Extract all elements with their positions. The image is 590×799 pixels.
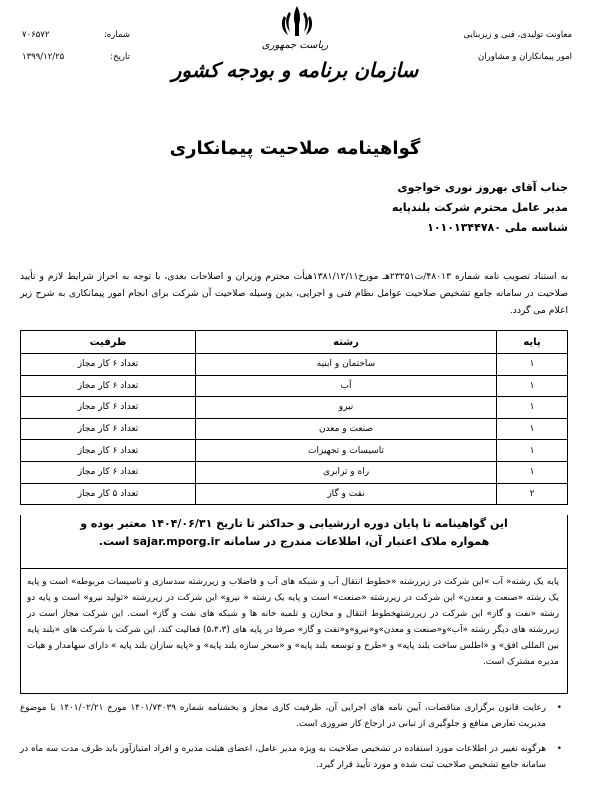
date-label: تاریخ: [110, 52, 130, 62]
grade-cell: ۱ [497, 375, 568, 397]
bullet-icon: • [556, 703, 562, 713]
number-label: شماره: [103, 30, 130, 40]
condition-text: هرگونه تغییر در اطلاعات مورد استفاده در تشخیص صلاحیت به ویژه مدیر عامل، اعضای هیئت مدیره و افراد امتیازآور باید ظرف مدت سه ماه در سامانه جامع تشخیص صلاحیت ثبت شده و مورد تأیید قرار گیرد. [20, 744, 546, 770]
addressee-block [392, 178, 568, 238]
capacity-cell: تعداد ۵ کار مجاز [21, 483, 196, 505]
field-cell: نفت و گاز [196, 483, 497, 505]
department-line-1: معاونت تولیدی، فنی و زیربنایی [463, 30, 572, 40]
notes-box: پایه یک رشته« آب »این شرکت در زیررشته «خطوط انتقال آب و شبکه های آب و فاضلاب و زیررشته سدسازی و تاسیسات مربوطه» است و پایه یک رشته «صنعت و معدن» این شرکت در زیررشته «صنعت» است و پایه یک رشته « نیرو» این شرکت در زیررشته «تولید نیرو» است و پایه دو رشته «نفت و گاز» این شرکت در زیررشتهخطوط انتقال و مخازن و تلمبه خانه ها و شبکه های نفت و گاز» است. این شرکت مجاز است در زیررشته های دیگر رشته «آب»و«صنعت و معدن»و«نیرو»و«نفت و گاز» صرفا در پایه های (۵،۴،۳) فعالیت کند. این شرکت با شرکت های «بلند پایه بین المللی افق» و «اطلس ساخت بلند پایه» و «طرح و توسعه بلند پایه» و «سحر سازه بلند پایه» و «پایه سازان بلند پایه » دارای سهامدار و هیات مدیره مشترک است. [20, 569, 568, 694]
grade-cell: ۱ [497, 354, 568, 376]
letter-reference [22, 24, 130, 68]
field-cell: راه و ترابری [196, 461, 497, 483]
table-row [21, 483, 568, 505]
table-row [21, 397, 568, 419]
grade-cell: ۱ [497, 440, 568, 462]
field-cell: صنعت و معدن [196, 418, 497, 440]
table-row [21, 461, 568, 483]
addressee-position: مدیر عامل محترم شرکت بلندپایه [391, 201, 568, 214]
bullet-icon: • [556, 744, 562, 754]
capacity-cell: تعداد ۶ کار مجاز [21, 418, 196, 440]
condition-text: رعایت قانون برگزاری مناقصات، آیین نامه های اجرایی آن، ظرفیت کاری مجاز و بخشنامه شماره ۱۴۰۱/۷۳۰۳۹ مورخ ۱۴۰۱/۰۲/۲۱ با موضوع مدیریت تعارض منافع و جلوگیری از تبانی در ارجاع کار ضروری است. [20, 703, 547, 729]
intro-paragraph: به استناد تصویب نامه شماره ۴۸۰۱۳/ت۲۳۲۵۱هـ مورخ۱۳۸۱/۱۲/۱۱هیأت محترم وزیران و اصلاحات بعدی، با توجه به احراز شرایط لازم و تأیید صلاحیت در سامانه جامع تشخیص صلاحیت عوامل نظام فنی و اجرایی، بدین وسیله صلاحیت آن شرکت برای انجام امور پیمانکاری به شرح زیر اعلام می گردد. [20, 271, 569, 316]
field-header: رشته [196, 331, 497, 354]
capacity-cell: تعداد ۶ کار مجاز [21, 440, 196, 462]
department-line-2: امور پیمانکاران و مشاوران [478, 52, 572, 62]
validity-line-1: این گواهینامه تا پایان دوره ارزشیابی و حداکثر تا تاریخ ۱۴۰۴/۰۶/۳۱ معتبر بوده و [80, 517, 508, 530]
table-row [21, 354, 568, 376]
grade-cell: ۱ [497, 418, 568, 440]
field-cell: تاسیسات و تجهیزات [196, 440, 497, 462]
table-row [21, 440, 568, 462]
capacity-cell: تعداد ۶ کار مجاز [21, 375, 196, 397]
national-id: شناسه ملی ۱۰۱۰۱۳۴۴۷۸۰ [427, 221, 568, 234]
capacity-cell: تعداد ۶ کار مجاز [21, 461, 196, 483]
grade-cell: ۲ [497, 483, 568, 505]
document-title: گواهینامه صلاحیت پیمانکاری [169, 138, 421, 159]
table-row [21, 418, 568, 440]
table-header-row [21, 331, 568, 354]
capacity-cell: تعداد ۶ کار مجاز [21, 354, 196, 376]
validity-statement [20, 515, 568, 569]
validity-line-2: همواره ملاک اعتبار آن، اطلاعات مندرج در سامانه sajar.mporg.ir است. [98, 535, 490, 548]
organization-name: سازمان برنامه و بودجه کشور [171, 58, 419, 82]
field-cell: آب [196, 375, 497, 397]
grade-cell: ۱ [497, 461, 568, 483]
grade-header: پایه [497, 331, 568, 354]
conditions-list [20, 700, 568, 782]
number-value: ۷۰۶۵۷۲ [22, 30, 50, 40]
presidency-label: ریاست جمهوری [261, 40, 329, 51]
grade-cell: ۱ [497, 397, 568, 419]
qualification-table [20, 330, 568, 505]
list-item [20, 700, 568, 732]
list-item [20, 741, 568, 773]
field-cell: ساختمان و ابنیه [196, 354, 497, 376]
table-row [21, 375, 568, 397]
date-value: ۱۳۹۹/۱۲/۲۵ [22, 52, 65, 62]
iran-emblem-icon [277, 2, 317, 42]
addressee-name: جناب آقای بهروز نوری خواجوی [397, 181, 568, 194]
capacity-header: ظرفیت [21, 331, 196, 354]
capacity-cell: تعداد ۶ کار مجاز [21, 397, 196, 419]
field-cell: نیرو [196, 397, 497, 419]
